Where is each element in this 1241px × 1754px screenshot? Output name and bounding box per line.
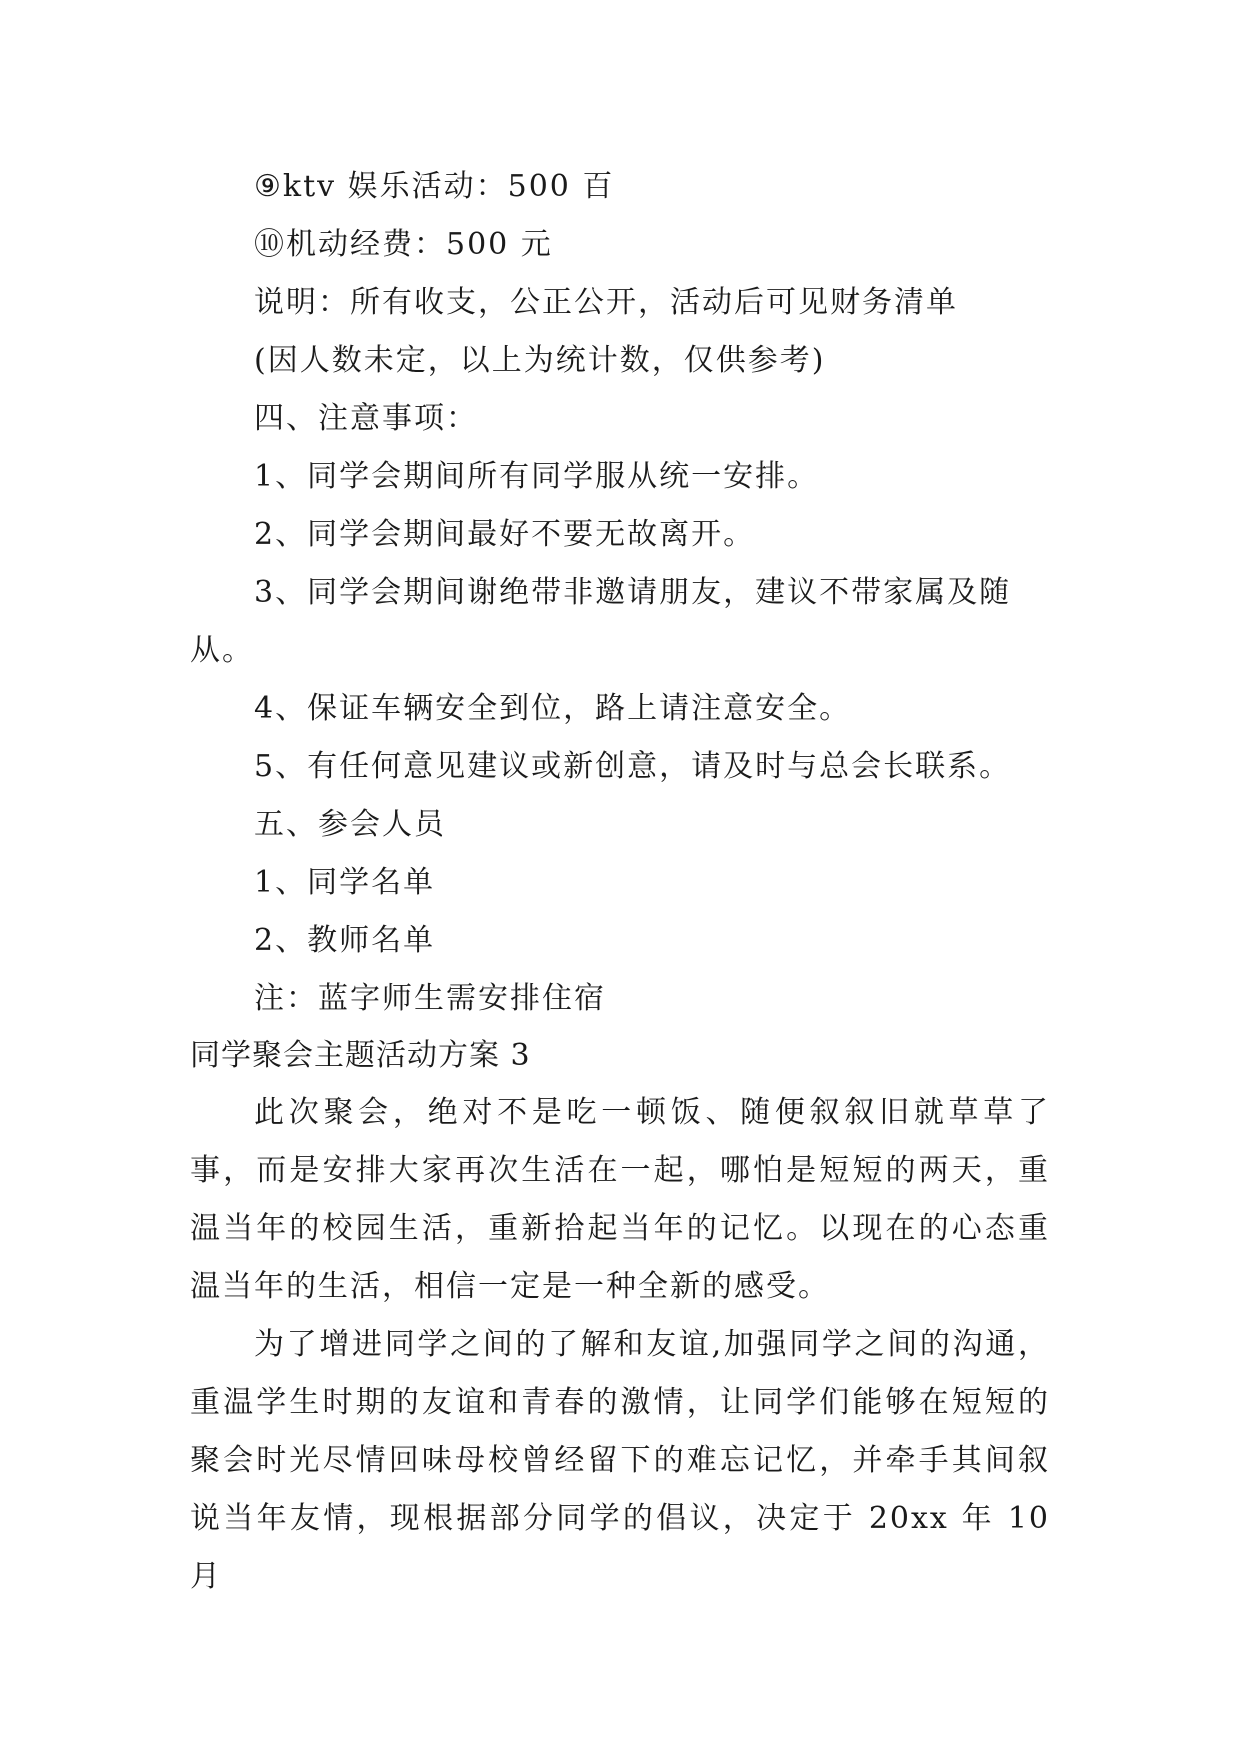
paragraph-2: 为了增进同学之间的了解和友谊,加强同学之间的沟通，重温学生时期的友谊和青春的激情，让同学们能够在短短的聚会时光尽情回味母校曾经留下的难忘记忆，并牵手其间叙说当年友情，现根据部分同学的倡议，决定于 20xx 年 10 月: [190, 1327, 1050, 1594]
attendee-item-students: 1、同学名单: [254, 865, 436, 900]
note-item-3-continued: 从。: [190, 633, 254, 668]
body-paragraphs: [190, 1084, 1050, 1606]
note-item-5: 5、有任何意见建议或新创意，请及时与总会长联系。: [254, 749, 1012, 784]
attendee-item-teachers: 2、教师名单: [254, 923, 436, 958]
attendee-note: 注：蓝字师生需安排住宿: [254, 981, 606, 1016]
document-body: [190, 158, 1050, 1606]
budget-note: 说明：所有收支，公正公开，活动后可见财务清单: [254, 285, 958, 320]
section-heading-notes: 四、注意事项：: [254, 401, 478, 436]
note-item-3: 3、同学会期间谢绝带非邀请朋友，建议不带家属及随: [254, 575, 1012, 610]
budget-item-contingency: ⑩机动经费：500 元: [254, 227, 553, 262]
section-heading-attendees: 五、参会人员: [254, 807, 446, 842]
budget-item-ktv: ⑨ktv 娱乐活动：500 百: [254, 169, 615, 204]
budget-disclaimer: (因人数未定，以上为统计数，仅供参考): [254, 343, 826, 378]
note-item-4: 4、保证车辆安全到位，路上请注意安全。: [254, 691, 852, 726]
section-title: 同学聚会主题活动方案 3: [190, 1038, 531, 1073]
paragraph-1: 此次聚会，绝对不是吃一顿饭、随便叙叙旧就草草了事，而是安排大家再次生活在一起，哪怕是短短的两天，重温当年的校园生活，重新拾起当年的记忆。以现在的心态重温当年的生活，相信一定是一种全新的感受。: [190, 1095, 1050, 1304]
note-item-1: 1、同学会期间所有同学服从统一安排。: [254, 459, 820, 494]
note-item-2: 2、同学会期间最好不要无故离开。: [254, 517, 756, 552]
